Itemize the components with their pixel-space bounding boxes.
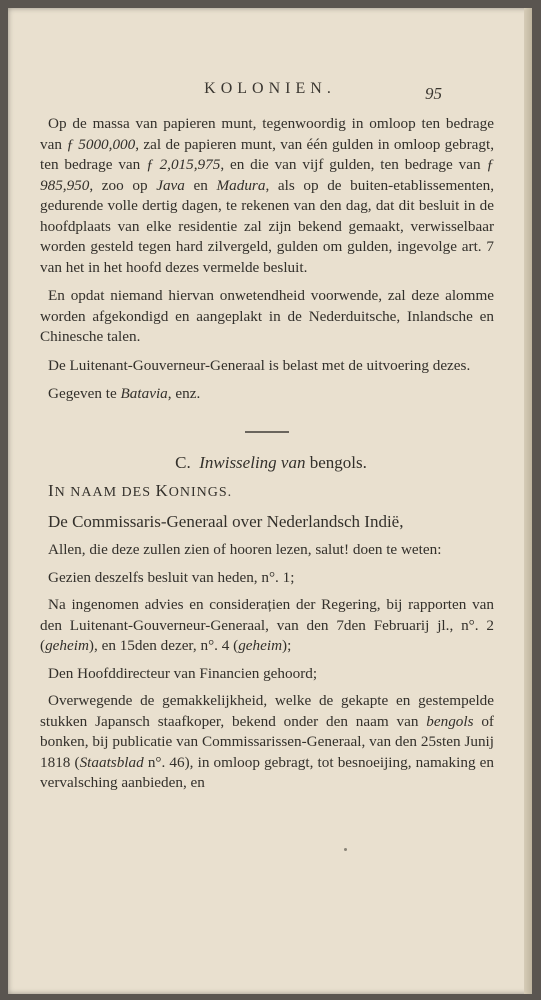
page-edge: [524, 8, 532, 994]
running-title: KOLONIEN.: [204, 80, 336, 97]
paragraph-overwegende: [40, 691, 494, 794]
section-divider: [245, 431, 289, 433]
paragraph-given: [40, 384, 494, 405]
text-run: , en die van vijf gulden, ten bedrage van: [220, 156, 487, 173]
text-run: Overwegende de gemakkelijkheid, welke de gekapte en gestempelde stukken Japansch staafkoper, bekend onder den naam van: [40, 692, 494, 730]
paragraph-salut: Allen, die deze zullen zien of hooren lezen, salut! doen te weten:: [48, 541, 442, 558]
ink-speck: [344, 848, 347, 851]
place-name: Madura: [216, 176, 266, 194]
italic-term: geheim: [238, 637, 283, 654]
section-title-rest: bengols.: [309, 452, 367, 472]
italic-term: geheim: [45, 637, 89, 654]
amount: ƒ 985,950: [40, 156, 495, 194]
place-name: Java: [156, 176, 185, 194]
initial: K: [155, 481, 169, 500]
paragraph-advies: [40, 595, 494, 657]
text-run: );: [282, 637, 292, 654]
text-run: ), en 15den dezer, n°. 4 (: [88, 637, 239, 654]
text-run: , zoo op: [89, 176, 157, 194]
section-title: [40, 453, 494, 474]
text-run: en: [184, 176, 217, 194]
page-number: 95: [425, 84, 442, 103]
italic-term: bengols: [426, 712, 474, 730]
text-run: , als op de buiten-etablissementen, gedurende volle dertig dagen, te rekenen van den dag, dat dit besluit in de hoofdplaats van elke residentie zal zijn bekend gemaakt, verwisselbaar worden gesteld tegen hard zilvergeld, gulden om gulden, ingevolge art. 7 van het in het hoofd dezes vermelde besluit.: [40, 176, 494, 276]
initial: I: [48, 481, 55, 500]
section-letter: C.: [175, 452, 191, 472]
paragraph-gezien: Gezien deszelfs besluit van heden, n°. 1;: [48, 568, 295, 586]
text-run: , zal de papieren munt, van één gulden in omloop gebragt, ten bedrage van: [40, 135, 495, 173]
page-body: [40, 114, 494, 801]
text-run: of bonken, bij publicatie van Commissarissen-Generaal, van den 25sten Junij 1818 (: [40, 712, 494, 771]
amount: ƒ 5000,000: [66, 135, 136, 153]
text-run: Na ingenomen advies en considerațien der Regering, bij rapporten van den Luitenant-Gouverneur-Generaal, van den 7den Februarij jl., n°. 2 (: [40, 596, 494, 654]
place-name: Batavia: [120, 385, 168, 402]
text-run: , enz.: [167, 385, 201, 402]
paragraph-proclamation: En opdat niemand hiervan onwetendheid voorwende, zal deze alomme worden afgekondigd en aangeplakt in de Nederduitsche, Inlandsche en Chinesche talen.: [40, 287, 494, 345]
italic-term: Staatsblad: [79, 753, 144, 771]
page-header: [8, 80, 532, 104]
amount: ƒ 2,015,975: [146, 156, 221, 173]
text-run: n°. 46), in omloop gebragt, tot besnoeijing, namaking en vervalsching aanbieden, en: [40, 753, 494, 791]
smallcaps-run: N NAAM DES: [54, 485, 156, 500]
paragraph-exchange: [40, 114, 494, 278]
text-run: Gegeven te: [48, 385, 121, 402]
paragraph-execution: De Luitenant-Gouverneur-Generaal is belast met de uitvoering dezes.: [48, 356, 471, 374]
section-title-italic: Inwisseling van: [199, 452, 306, 472]
book-page: [8, 8, 532, 994]
paragraph-hoofddirecteur: Den Hoofddirecteur van Financien gehoord;: [48, 664, 318, 682]
commissaris-heading: De Commissaris-Generaal over Nederlandsch Indië,: [48, 511, 404, 531]
king-heading: [40, 481, 494, 504]
text-run: Op de massa van papieren munt, tegenwoordig in omloop ten bedrage van: [40, 115, 494, 153]
smallcaps-run: ONINGS.: [168, 485, 233, 500]
